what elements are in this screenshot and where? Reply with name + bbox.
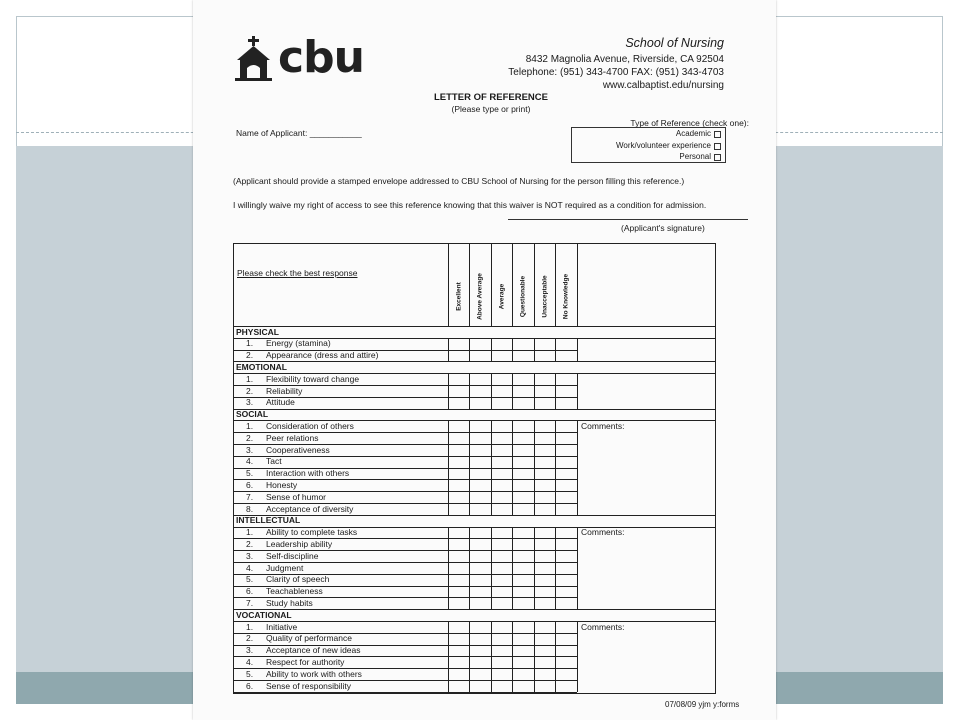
column-divider (534, 338, 535, 362)
row-divider (233, 692, 577, 693)
item-number: 5. (246, 668, 254, 679)
item-number: 4. (246, 562, 254, 573)
section-title: VOCATIONAL (236, 609, 292, 620)
column-divider (534, 373, 535, 408)
column-divider (469, 420, 470, 514)
item-number: 2. (246, 350, 254, 361)
reference-option-personal: Personal (679, 152, 711, 161)
evaluation-item-label: Cooperativeness (266, 444, 330, 455)
column-divider (512, 527, 513, 610)
evaluation-item-label: Respect for authority (266, 656, 345, 667)
rating-column-header: Average (498, 283, 505, 309)
rating-column-header: Above Average (476, 272, 484, 320)
item-number: 3. (246, 550, 254, 561)
reference-type-label: Type of Reference (check one): (630, 118, 749, 128)
item-number: 6. (246, 680, 254, 691)
item-number: 2. (246, 385, 254, 396)
item-number: 1. (246, 621, 254, 632)
item-number: 1. (246, 338, 254, 349)
evaluation-item-label: Quality of performance (266, 633, 352, 644)
school-website: www.calbaptist.edu/nursing (602, 80, 724, 91)
column-divider (555, 243, 556, 326)
school-name: School of Nursing (625, 36, 724, 50)
item-number: 2. (246, 432, 254, 443)
form-footer-code: 07/08/09 yjm y:forms (665, 700, 740, 709)
evaluation-item-label: Ability to work with others (266, 668, 362, 679)
row-divider (233, 456, 577, 457)
evaluation-item-label: Peer relations (266, 432, 319, 443)
column-divider (469, 621, 470, 692)
item-number: 7. (246, 491, 254, 502)
item-number: 1. (246, 373, 254, 384)
logo-wordmark: cbu (278, 32, 364, 83)
column-divider (555, 338, 556, 362)
evaluation-item-label: Acceptance of diversity (266, 503, 354, 514)
evaluation-item-label: Reliability (266, 385, 303, 396)
school-address: 8432 Magnolia Avenue, Riverside, CA 92504 (525, 54, 724, 65)
comments-label: Comments: (581, 621, 625, 632)
item-number: 5. (246, 574, 254, 585)
envelope-note: (Applicant should provide a stamped envelope addressed to CBU School of Nursing for the person filling this reference.) (233, 176, 685, 186)
evaluation-item-label: Sense of responsibility (266, 680, 352, 691)
item-number: 2. (246, 538, 254, 549)
item-number: 6. (246, 586, 254, 597)
school-phone: Telephone: (951) 343-4700 FAX: (951) 343-4703 (508, 67, 724, 78)
rating-column-header: Questionable (519, 275, 527, 317)
column-divider (448, 243, 449, 326)
section-end-divider (233, 609, 716, 610)
column-divider (555, 373, 556, 408)
column-divider (448, 373, 449, 408)
evaluation-item-label: Self-discipline (266, 550, 319, 561)
column-divider (534, 527, 535, 610)
evaluation-item-label: Acceptance of new ideas (266, 645, 361, 656)
column-divider (534, 243, 535, 326)
column-divider (491, 420, 492, 514)
signature-label: (Applicant's signature) (621, 223, 705, 233)
document-title: LETTER OF REFERENCE (433, 92, 548, 103)
item-number: 3. (246, 645, 254, 656)
evaluation-item-label: Sense of humor (266, 491, 327, 502)
column-divider (555, 621, 556, 692)
column-divider (491, 243, 492, 326)
column-divider (448, 338, 449, 362)
section-title: INTELLECTUAL (236, 515, 301, 526)
evaluation-item-label: Clarity of speech (266, 574, 330, 585)
evaluation-item-label: Leadership ability (266, 538, 333, 549)
header-divider (233, 326, 716, 327)
form-prompt: Please check the best response (237, 268, 358, 278)
item-number: 1. (246, 420, 254, 431)
item-number: 2. (246, 633, 254, 644)
evaluation-item-label: Ability to complete tasks (266, 527, 358, 538)
item-number: 5. (246, 468, 254, 479)
reference-form-page (193, 0, 776, 720)
section-end-divider (233, 515, 716, 516)
section-end-divider (233, 409, 716, 410)
column-divider (469, 243, 470, 326)
reference-option-academic: Academic (675, 129, 711, 138)
item-number: 7. (246, 597, 254, 608)
column-divider (491, 338, 492, 362)
section-divider (233, 621, 716, 622)
evaluation-item-label: Consideration of others (266, 420, 354, 431)
waiver-statement: I willingly waive my right of access to see this reference knowing that this waiver is NOT required as a condition for admission. (233, 200, 707, 210)
section-end-divider (233, 361, 716, 362)
section-title: EMOTIONAL (236, 361, 287, 372)
column-divider (512, 621, 513, 692)
column-divider (448, 420, 449, 514)
column-divider (491, 621, 492, 692)
column-divider (469, 338, 470, 362)
section-title: SOCIAL (236, 409, 269, 420)
evaluation-item-label: Attitude (266, 397, 295, 408)
item-number: 6. (246, 479, 254, 490)
evaluation-item-label: Study habits (266, 597, 313, 608)
column-divider (448, 621, 449, 692)
column-divider (577, 527, 578, 610)
comments-label: Comments: (581, 420, 625, 431)
section-title: PHYSICAL (236, 326, 279, 337)
column-divider (577, 621, 578, 692)
evaluation-item-label: Honesty (266, 479, 298, 490)
column-divider (577, 243, 578, 326)
column-divider (555, 527, 556, 610)
column-divider (491, 527, 492, 610)
evaluation-item-label: Flexibility toward change (266, 373, 360, 384)
column-divider (512, 373, 513, 408)
item-number: 4. (246, 456, 254, 467)
reference-option-work: Work/volunteer experience (615, 141, 711, 150)
evaluation-item-label: Appearance (dress and attire) (266, 350, 379, 361)
evaluation-form (193, 0, 776, 720)
evaluation-item-label: Judgment (266, 562, 304, 573)
evaluation-item-label: Energy (stamina) (266, 338, 331, 349)
column-divider (512, 338, 513, 362)
column-divider (469, 373, 470, 408)
rating-column-header: Unacceptable (541, 274, 548, 318)
item-number: 8. (246, 503, 254, 514)
evaluation-item-label: Initiative (266, 621, 298, 632)
column-divider (577, 420, 578, 514)
column-divider (512, 243, 513, 326)
applicant-name-field: Name of Applicant: ___________ (236, 128, 362, 138)
column-divider (555, 420, 556, 514)
column-divider (512, 420, 513, 514)
evaluation-item-label: Interaction with others (266, 468, 350, 479)
evaluation-item-label: Tact (266, 456, 282, 467)
comments-label: Comments: (581, 527, 625, 538)
column-divider (577, 373, 578, 408)
item-number: 3. (246, 397, 254, 408)
column-divider (491, 373, 492, 408)
column-divider (469, 527, 470, 610)
column-divider (448, 527, 449, 610)
column-divider (577, 338, 578, 362)
column-divider (534, 621, 535, 692)
item-number: 4. (246, 656, 254, 667)
rating-column-header: No Knowledge (562, 273, 570, 319)
rating-column-header: Excellent (455, 281, 462, 311)
document-subtitle: (Please type or print) (451, 104, 531, 114)
column-divider (534, 420, 535, 514)
item-number: 3. (246, 444, 254, 455)
item-number: 1. (246, 527, 254, 538)
evaluation-item-label: Teachableness (266, 586, 323, 597)
